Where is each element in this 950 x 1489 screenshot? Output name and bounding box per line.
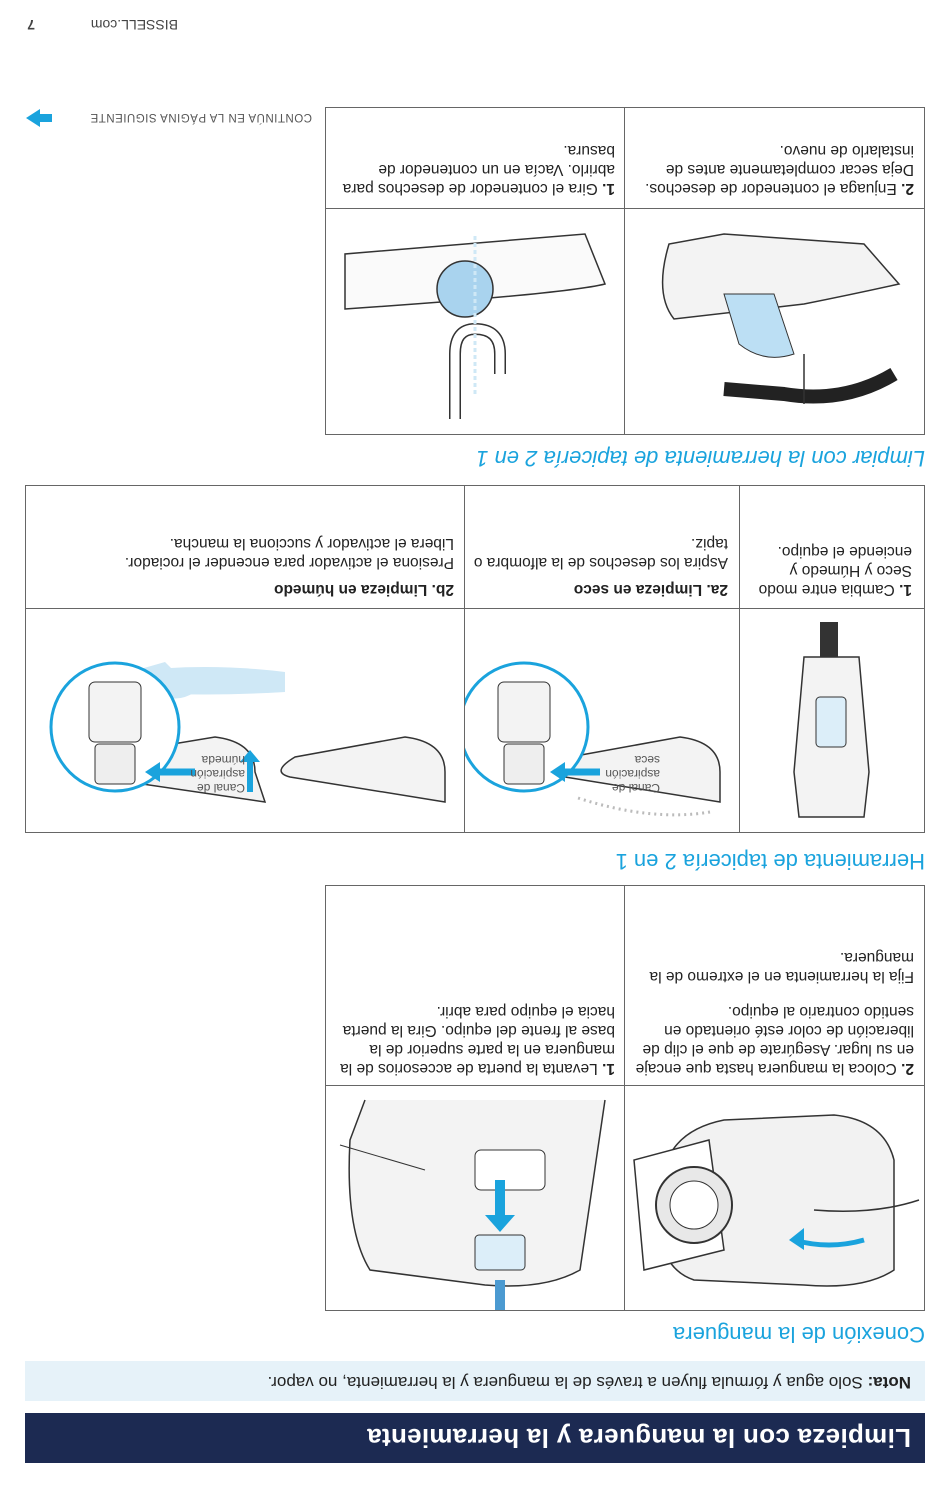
hose-step2-text: 2. Coloca la manguera hasta que encaje en su lugar. Asegúrate de que el clip de liberación de color esté orientado en sentido contrario al equipo. Fija la herramienta en el extremo de la manguera. [635,949,914,1077]
label-wet-line2: aspiración [190,767,245,781]
clean-section-title: Limpiar con la herramienta de tapicería 2 en 1 [476,446,925,471]
note-box [25,1361,925,1401]
page-title: Limpieza con la manguera y la herramienta [25,1413,925,1463]
tool-steps-grid [25,485,925,833]
hose-step2-image [325,1086,625,1310]
continue-label: CONTINÚA EN LA PÁGINA SIGUIENTE [90,111,312,123]
note-label: Nota: [867,1373,911,1392]
tool-step2b-text: 2b. Limpieza en húmedo Presiona el activador para encender el rociador. Libera el activador y succiona la mancha. [34,534,454,599]
clean-step1-image [625,209,924,434]
tool-step2a-title: 2a. Limpieza en seco [573,581,728,598]
clean-steps-grid [325,107,925,435]
tool-step2b-title: 2b. Limpieza en húmedo [274,581,454,598]
hose-step1-text: 1. Levanta la puerta de accesorios de la manguera en la parte superior de la base al frente del equipo. Gira la puerta hacia el equipo para abrir. [340,1003,615,1077]
tool-step2b-image [25,609,465,832]
label-wet-line3: húmeda [201,753,245,767]
clean-step2-image [325,209,625,434]
tool-section-title: Herramienta de tapicería 2 en 1 [615,849,925,874]
hose-step1-image [625,1086,924,1310]
label-dry-line1: Canal de [611,781,660,795]
site-url: BISSELL.com [90,17,178,33]
note-text: Solo agua y fórmula fluyen a través de la manguera y la herramienta, no vapor. [267,1373,868,1392]
hose-steps-grid [325,885,925,1311]
hose-section-title: Conexión de la manguera [673,1322,925,1347]
continue-arrow-icon [26,109,52,127]
clean-step2-text: 2. Enjuaga el contenedor de desechos. Deja secar completamente antes de instalarlo de nuevo. [645,142,914,197]
tool-step2a-text: 2a. Limpieza en seco Aspira los desechos de la alfombra o tapiz. [473,535,728,598]
label-wet-line1: Canal de [196,781,245,795]
tool-step2a-image [465,609,740,832]
label-dry-line2: aspiración [605,767,660,781]
tool-step1-image [740,609,924,832]
label-dry-line3: seca [634,753,660,767]
tool-step1-text: 1. Cambia entre modo Seco y Húmedo y enciende el equipo. [758,543,912,598]
clean-step1-text: 1. Gira el contenedor de desechos para abrirlo. Vacía en un contenedor de basura. [342,142,615,197]
page-number: 7 [27,17,35,33]
